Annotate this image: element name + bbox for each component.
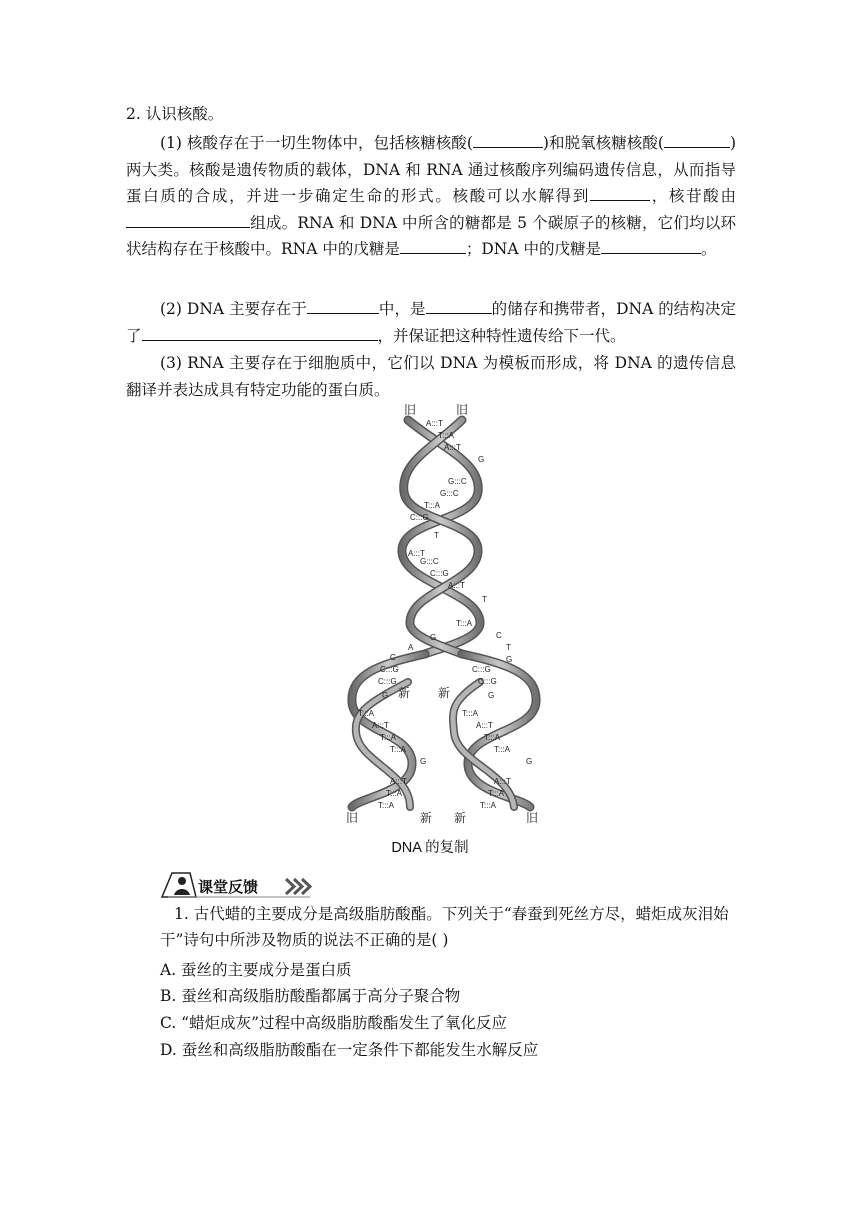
blank-rna-sugar[interactable] [400, 236, 466, 254]
fork_right-base-pair: G [506, 655, 513, 664]
top_pairs-base-pair: A:::T [448, 581, 465, 590]
fork_right-base-pair: C:::G [478, 677, 497, 686]
base-pairs [358, 419, 532, 810]
section-heading: 2. 认识核酸。 [126, 105, 224, 123]
top_pairs-base-pair: T [482, 595, 487, 604]
feedback-banner [160, 869, 320, 899]
paragraph-1 [126, 130, 736, 263]
left_daughter-base-pair: A:::T [372, 721, 389, 730]
p1-text-c: )两大类。核酸是遗传物质的载体，DNA 和 RNA 通过核酸序列编码遗传信息，从而指导蛋白质的合成，并进一步确定生命的形式。核酸可以水解得到 [126, 134, 736, 205]
left_daughter-base-pair: T:::A [380, 733, 397, 742]
left_daughter-base-pair: T:::A [386, 789, 403, 798]
p1-text-g: 。 [700, 240, 717, 258]
fork_right-base-pair: C:::G [472, 665, 491, 674]
top_pairs-base-pair: T [434, 531, 439, 540]
fork_right-base-pair: C [496, 631, 502, 640]
right_daughter-base-pair: T:::A [494, 745, 511, 754]
right_daughter-base-pair: T:::A [462, 709, 479, 718]
option-d[interactable]: D. 蚕丝和高级脂肪酸酯在一定条件下都能发生水解反应 [160, 1041, 539, 1059]
top_pairs-base-pair: T:::A [456, 619, 473, 628]
person-icon [178, 877, 186, 885]
p1-text-b: )和脱氧核糖核酸( [542, 134, 664, 152]
fork_right-base-pair: T [506, 643, 511, 652]
right_daughter-base-pair: G [526, 757, 533, 766]
figure-caption: DNA 的复制 [391, 840, 469, 856]
fork_left-base-pair: G [382, 691, 389, 700]
top_pairs-base-pair: C:::G [430, 569, 449, 578]
fork_left-base-pair: C [390, 653, 396, 662]
p1-text-a: (1) 核酸存在于一切生物体中，包括核糖核酸( [160, 134, 473, 152]
top_pairs-base-pair: A:::T [444, 443, 461, 452]
blank-rna[interactable] [473, 130, 543, 148]
left_daughter-base-pair: A:::T [390, 777, 407, 786]
left_daughter-base-pair: T:::A [378, 801, 395, 810]
option-c[interactable]: C. “蜡炬成灰”过程中高级脂肪酸酯发生了氧化反应 [160, 1014, 508, 1032]
fork_left-base-pair: A [408, 643, 414, 652]
label-new-bottom-right: 新 [454, 811, 467, 825]
top_pairs-base-pair: A:::T [408, 549, 425, 558]
top_pairs-base-pair: A:::T [426, 419, 443, 428]
right_daughter-base-pair: T:::A [480, 801, 497, 810]
top_pairs-base-pair: G:::C [440, 489, 459, 498]
label-old-bottom-left: 旧 [346, 811, 359, 825]
left_daughter-base-pair: T:::A [390, 745, 407, 754]
top_pairs-base-pair: G:::C [420, 557, 439, 566]
question-1: 1. 古代蜡的主要成分是高级脂肪酸酯。下列关于“春蚕到死丝方尽，蜡炬成灰泪始干”诗句中所涉及物质的说法不正确的是( ) [160, 905, 729, 949]
blank-dna-sugar[interactable] [601, 236, 701, 254]
option-a[interactable]: A. 蚕丝的主要成分是蛋白质 [160, 961, 352, 979]
banner-label: 课堂反馈 [198, 878, 259, 896]
p1-text-e: 组成。RNA 和 DNA 中所含的糖都是 5 个碳原子的核糖，它们均以环状结构存在于核酸中。RNA 中的戊糖是 [126, 213, 736, 258]
fork_right-base-pair: G [488, 691, 495, 700]
p2-text-d: ，并保证把这种特性遗传给下一代。 [377, 326, 626, 345]
chevron-right-icon [286, 879, 310, 894]
right_daughter-base-pair: A:::T [476, 721, 493, 730]
label-old-bottom-right: 旧 [526, 811, 539, 825]
dna-replication-figure [330, 402, 560, 827]
p1-text-d: ，核苷酸由 [650, 187, 736, 205]
p2-text-b: 中，是 [378, 300, 426, 318]
fork_left-base-pair: C:::G [380, 665, 399, 674]
fork_left-base-pair: G [430, 633, 437, 642]
right_daughter-base-pair: A:::T [494, 777, 511, 786]
right_daughter-base-pair: T:::A [488, 789, 505, 798]
p2-text-a: (2) DNA 主要存在于 [160, 300, 307, 318]
blank-nucleotide-composition[interactable] [126, 210, 250, 228]
right_daughter-base-pair: T:::A [484, 733, 501, 742]
label-old-top-right: 旧 [456, 403, 469, 417]
fork_left-base-pair: C:::G [378, 677, 397, 686]
p2-text-c: 的储存和携带者，DNA 的结构决定了 [126, 300, 736, 345]
top_pairs-base-pair: G [478, 455, 485, 464]
top_pairs-base-pair: C:::G [410, 513, 429, 522]
p1-text-f: ；DNA 中的戊糖是 [465, 240, 601, 258]
blank-storage[interactable] [426, 296, 492, 314]
label-new-bottom-left: 新 [420, 811, 433, 825]
label-old-top-left: 旧 [404, 403, 417, 417]
left_daughter-base-pair: T:::A [358, 709, 375, 718]
left_daughter-base-pair: G [420, 757, 427, 766]
paragraph-3: (3) RNA 主要存在于细胞质中，它们以 DNA 为模板而形成，将 DNA 的遗传信息翻译并表达成具有特定功能的蛋白质。 [126, 354, 736, 399]
label-new-fork-left: 新 [398, 686, 411, 700]
top_pairs-base-pair: T:::A [424, 501, 441, 510]
blank-dna[interactable] [664, 130, 730, 148]
blank-structure[interactable] [142, 323, 378, 341]
label-new-fork-right: 新 [438, 686, 451, 700]
paragraph-2 [126, 296, 736, 349]
blank-hydrolysis[interactable] [590, 183, 650, 201]
top_pairs-base-pair: T:::A [438, 431, 455, 440]
option-b[interactable]: B. 蚕丝和高级脂肪酸酯都属于高分子聚合物 [160, 987, 461, 1005]
blank-dna-location[interactable] [307, 296, 379, 314]
top_pairs-base-pair: G:::C [448, 477, 467, 486]
